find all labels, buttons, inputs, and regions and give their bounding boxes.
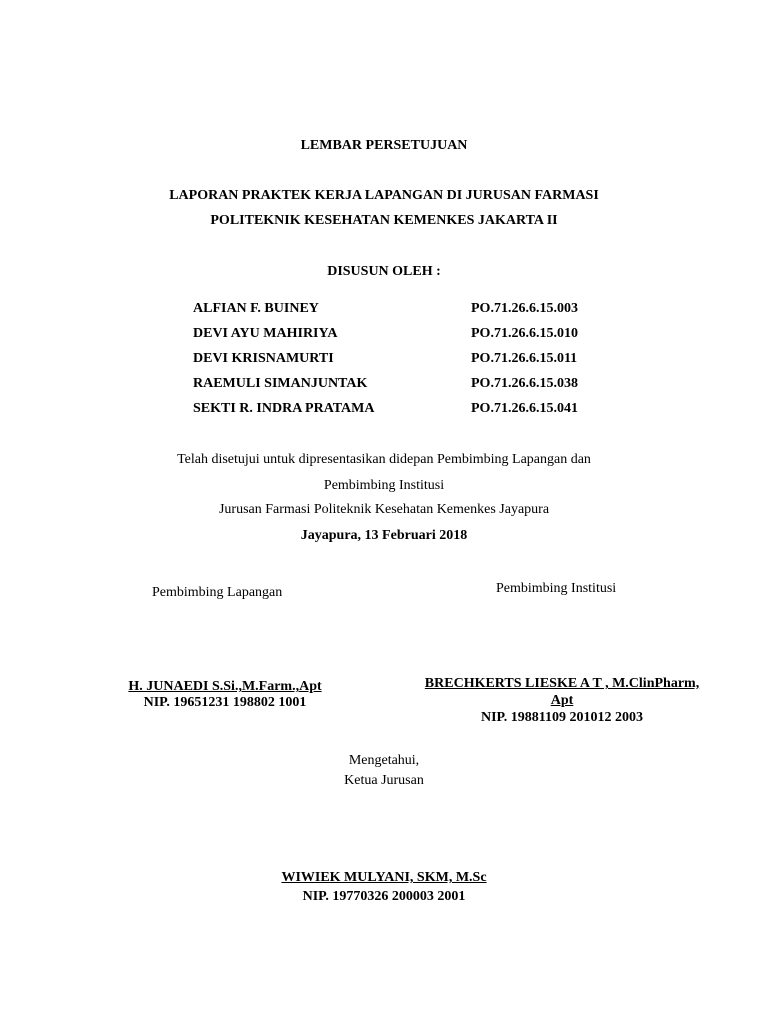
acknowledgement-role: Ketua Jurusan [344, 773, 424, 788]
department-head-nip: NIP. 19770326 200003 2001 [302, 889, 466, 904]
department-head-name: WIWIEK MULYANI, SKM, M.Sc [281, 870, 487, 885]
author-id: PO.71.26.6.15.003 [471, 301, 578, 316]
field-supervisor-role: Pembimbing Lapangan [152, 585, 283, 600]
acknowledgement-label: Mengetahui, [348, 753, 420, 768]
prepared-by-label: DISUSUN OLEH : [327, 264, 441, 279]
author-id: PO.71.26.6.15.011 [471, 351, 578, 366]
institution-supervisor-role: Pembimbing Institusi [496, 581, 617, 596]
approval-line-2: Pembimbing Institusi [323, 478, 445, 493]
field-supervisor-nip: NIP. 19651231 198802 1001 [143, 695, 307, 710]
field-supervisor-name: H. JUNAEDI S.Si.,M.Farm.,Apt [128, 679, 322, 694]
page-title: LEMBAR PERSETUJUAN [300, 138, 468, 153]
approval-date: Jayapura, 13 Februari 2018 [300, 528, 468, 543]
institution-supervisor-name-line-1: BRECHKERTS LIESKE A T , M.ClinPharm, [424, 676, 700, 691]
author-name: DEVI KRISNAMURTI [193, 351, 334, 366]
institution-supervisor-block [402, 675, 722, 725]
institution-supervisor-name-line-2: Apt [550, 693, 574, 708]
author-id: PO.71.26.6.15.010 [471, 326, 578, 341]
author-name: ALFIAN F. BUINEY [193, 301, 319, 316]
institution-supervisor-nip: NIP. 19881109 201012 2003 [480, 710, 644, 725]
author-name: DEVI AYU MAHIRIYA [193, 326, 338, 341]
author-id: PO.71.26.6.15.041 [471, 401, 578, 416]
author-id: PO.71.26.6.15.038 [471, 376, 578, 391]
report-title-line-1: LAPORAN PRAKTEK KERJA LAPANGAN DI JURUSAN FARMASI [169, 188, 599, 203]
author-name: RAEMULI SIMANJUNTAK [193, 376, 368, 391]
approval-line-3: Jurusan Farmasi Politeknik Kesehatan Kemenkes Jayapura [218, 502, 550, 517]
report-title-line-2: POLITEKNIK KESEHATAN KEMENKES JAKARTA II [210, 213, 558, 228]
author-name: SEKTI R. INDRA PRATAMA [193, 401, 375, 416]
approval-line-1: Telah disetujui untuk dipresentasikan didepan Pembimbing Lapangan dan [177, 452, 591, 467]
